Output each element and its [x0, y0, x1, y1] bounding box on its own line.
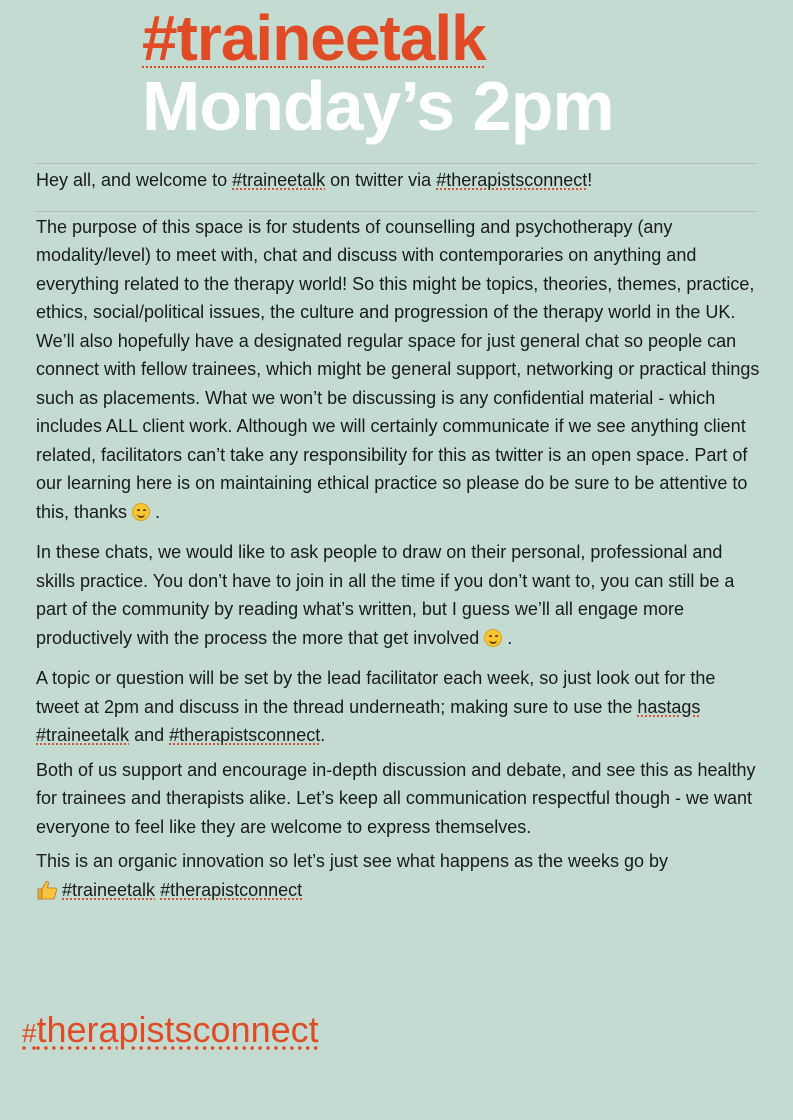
topic-pre: A topic or question will be set by the lead facilitator each week, so just look out for the tweet at 2pm and discuss in the thread underneath; making sure to use the: [36, 668, 716, 717]
header: [142, 2, 762, 145]
time-title: Monday’s 2pm: [142, 67, 614, 145]
hashtag-title: #traineetalk: [142, 2, 486, 74]
footer-hashtag: [22, 1008, 319, 1055]
thumbs-up-icon: [36, 880, 58, 900]
smile-emoji-icon: [132, 503, 150, 521]
organic-paragraph: [36, 847, 760, 904]
greeting-pre: Hey all, and welcome to: [36, 170, 233, 190]
topic-tag-traineetalk: #traineetalk: [36, 725, 130, 745]
topic-hastags: hastags: [637, 696, 701, 717]
chats-paragraph: [36, 538, 760, 652]
topic-mid2: and: [129, 725, 170, 745]
footer-tag-text: therapistsconnect: [36, 1009, 319, 1050]
footer-hash: #: [22, 1018, 37, 1048]
topic-tag-therapistsconnect: #therapistsconnect: [169, 725, 321, 745]
chats-end: .: [502, 627, 513, 648]
purpose-paragraph: [36, 213, 760, 527]
top-divider: [36, 163, 756, 164]
greeting-tag-therapistsconnect: #therapistsconnect: [436, 170, 588, 190]
closing-tag-therapistconnect: #therapistconnect: [160, 879, 303, 900]
document-body: [36, 166, 760, 904]
organic-text: This is an organic innovation so let’s just see what happens as the weeks go by: [36, 851, 669, 871]
smile-emoji-icon: [484, 629, 502, 647]
support-paragraph: Both of us support and encourage in-depth discussion and debate, and see this as healthy for trainees and therapists alike. Let’s keep all communication respectful though - we want everyone to feel like they are welcome to express themselves.: [36, 759, 756, 837]
topic-paragraph: [36, 664, 760, 750]
chats-text: In these chats, we would like to ask people to draw on their personal, professional and skills practice. You don’t have to join in all the time if you don’t want to, you can still be a part of the community by reading what’s written, but I guess we’ll all engage more productively with the process the more that get involved: [36, 542, 735, 648]
purpose-end: .: [150, 501, 161, 522]
greeting-tag-traineetalk: #traineetalk: [232, 170, 326, 190]
greeting-post: !: [587, 170, 593, 190]
greeting-paragraph: [36, 166, 760, 195]
closing-tag-traineetalk: #traineetalk: [62, 879, 156, 900]
topic-post: .: [320, 725, 326, 745]
purpose-text: The purpose of this space is for students of counselling and psychotherapy (any modality/level) to meet with, chat and discuss with contemporaries on anything and everything related to the therapy world! So this might be topics, theories, themes, practice, ethics, social/political issues, the culture and progression of the therapy world in the UK. We’ll also hopefully have a designated regular space for just general chat so people can connect with fellow trainees, which might be general support, networking or practical things such as placements. What we won’t be discussing is any confidential material - which includes ALL client work. Although we will certainly communicate if we see anything client related, facilitators can’t take any responsibility for this as twitter is an open space. Part of our learning here is on maintaining ethical practice so please do be sure to be attentive to this, thanks: [36, 216, 760, 522]
greeting-mid: on twitter via: [325, 170, 437, 190]
